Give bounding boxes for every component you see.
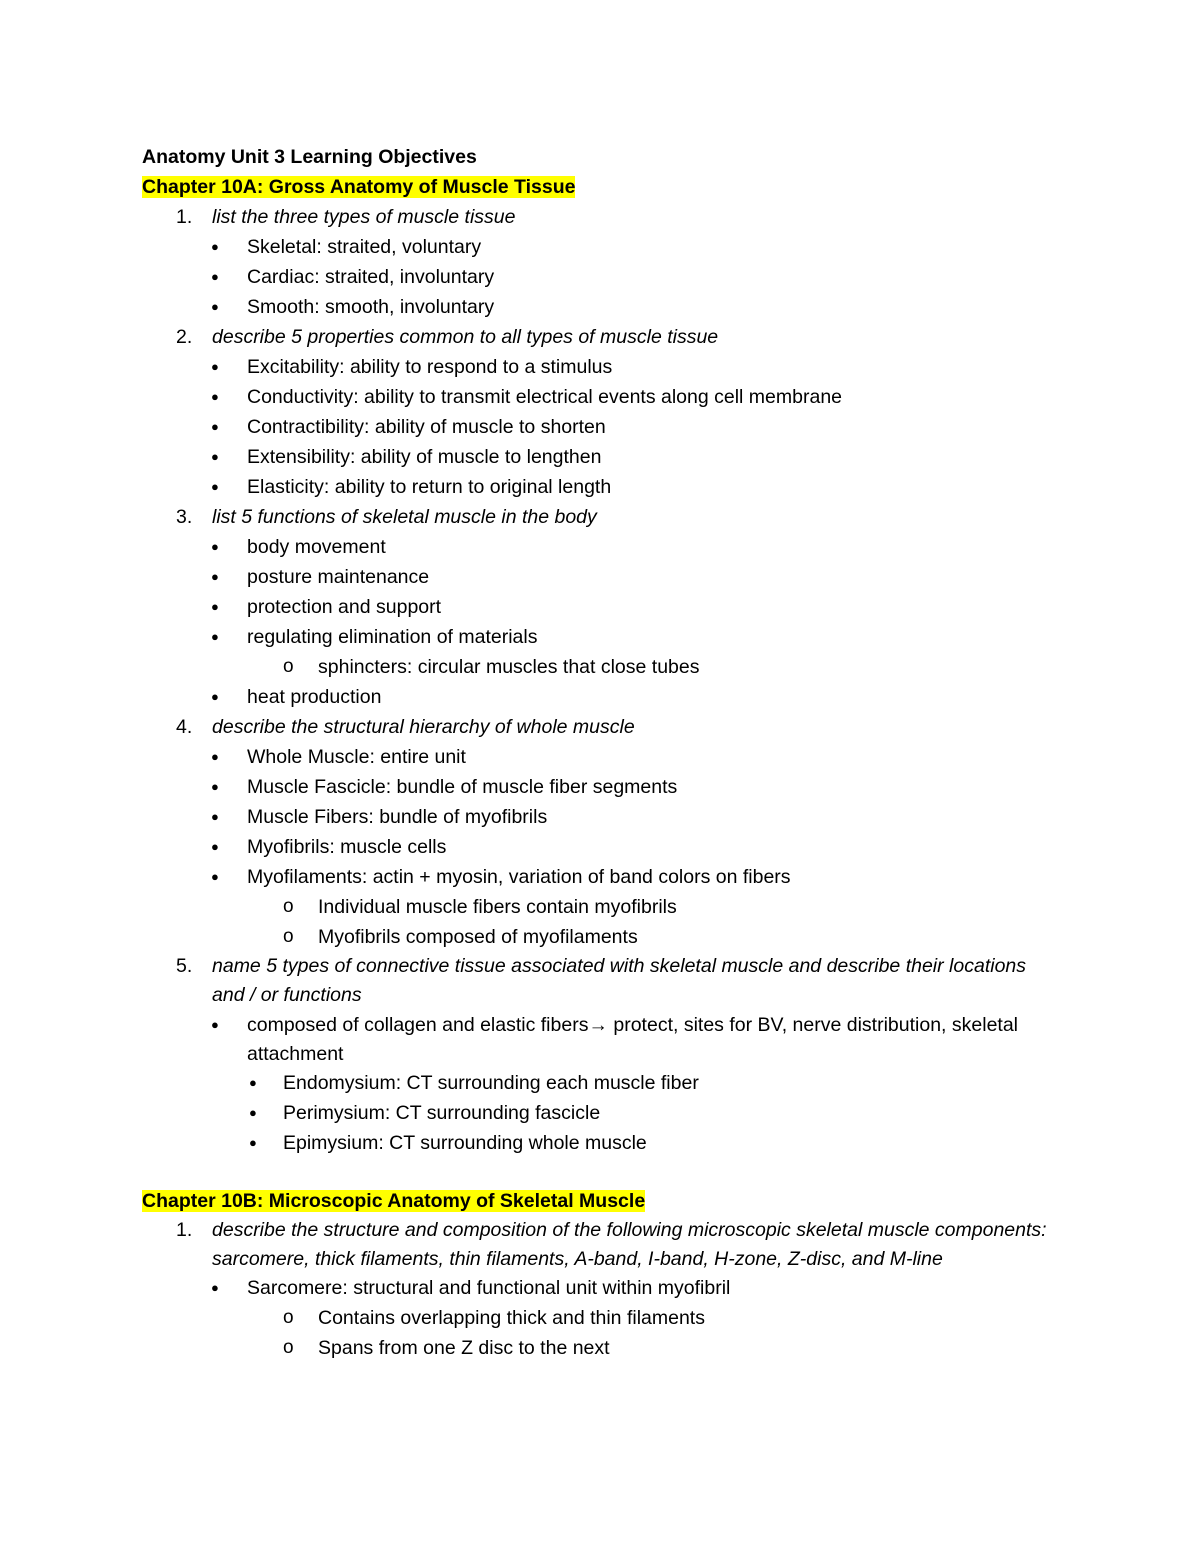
objective-2: [142, 322, 1062, 352]
bullet-icon: ●: [211, 689, 219, 704]
list-item-text: Conductivity: ability to transmit electrical events along cell membrane: [247, 386, 843, 408]
bullet-icon: ●: [211, 539, 219, 554]
bullet-icon: ●: [211, 749, 219, 764]
list-item: [142, 442, 1062, 472]
list-item: [142, 562, 1062, 592]
list-item: [142, 832, 1062, 862]
objective-text: list 5 functions of skeletal muscle in the body: [212, 506, 597, 528]
objective-number: 5.: [176, 955, 193, 977]
list-item-text: Cardiac: straited, involuntary: [247, 266, 495, 288]
objective-text: list the three types of muscle tissue: [212, 206, 516, 228]
list-item-text: protection and support: [247, 596, 442, 618]
list-item-text: composed of collagen and elastic fibers→ protect, sites for BV, nerve distribution, skeletal attachment: [247, 1014, 1019, 1065]
list-item-text: Elasticity: ability to return to original length: [247, 476, 612, 498]
list-item-text: sphincters: circular muscles that close tubes: [318, 656, 700, 678]
objective-number: 2.: [176, 326, 193, 348]
list-item: [142, 592, 1062, 622]
list-item-text: Myofibrils: muscle cells: [247, 836, 447, 858]
bullet-icon: ●: [211, 629, 219, 644]
list-item-text: Muscle Fascicle: bundle of muscle fiber segments: [247, 776, 678, 798]
sub-list-item: [142, 1333, 1062, 1363]
list-item-text: Sarcomere: structural and functional unit within myofibril: [247, 1277, 731, 1299]
objective-number: 4.: [176, 716, 193, 738]
objective-5: [142, 952, 1062, 1009]
list-item: [142, 292, 1062, 322]
list-item-text: posture maintenance: [247, 566, 430, 588]
list-item-text: heat production: [247, 686, 382, 708]
objective-number: 3.: [176, 506, 193, 528]
chapter-10b-heading: [142, 1186, 1062, 1216]
list-item: [142, 622, 1062, 652]
objective-1-b: [142, 1216, 1062, 1273]
bullet-icon: ●: [211, 269, 219, 284]
sub-list-item: [142, 1303, 1062, 1333]
list-item-text: Whole Muscle: entire unit: [247, 746, 466, 768]
list-item: [142, 682, 1062, 712]
list-item-text: Smooth: smooth, involuntary: [247, 296, 495, 318]
list-item: [142, 1098, 1062, 1128]
list-item-text: Individual muscle fibers contain myofibrils: [318, 896, 677, 918]
sub-bullet-icon: o: [283, 896, 294, 917]
list-item-text: Contains overlapping thick and thin filaments: [318, 1307, 705, 1329]
sub-list-item: [142, 892, 1062, 922]
bullet-icon: ●: [211, 299, 219, 314]
list-item: [142, 772, 1062, 802]
bullet-icon: ●: [211, 359, 219, 374]
chapter-10a-heading: [142, 172, 1062, 202]
bullet-icon: ●: [211, 239, 219, 254]
document-page: [142, 142, 1062, 1363]
bullet-icon: ●: [211, 869, 219, 884]
list-item-text: Extensibility: ability of muscle to lengthen: [247, 446, 602, 468]
list-item: [142, 412, 1062, 442]
list-item-text: regulating elimination of materials: [247, 626, 538, 648]
chapter-10b-heading-text: Chapter 10B: Microscopic Anatomy of Skeletal Muscle: [142, 1190, 646, 1212]
list-item: [142, 262, 1062, 292]
sub-list-item: [142, 652, 1062, 682]
sub-bullet-icon: o: [283, 656, 294, 677]
list-item-text: Perimysium: CT surrounding fascicle: [283, 1102, 601, 1124]
bullet-icon: ●: [211, 569, 219, 584]
bullet-icon: ●: [211, 779, 219, 794]
list-item: [142, 1011, 1062, 1068]
list-item: [142, 532, 1062, 562]
list-item: [142, 862, 1062, 892]
bullet-icon: ●: [249, 1075, 257, 1090]
list-item-text: Epimysium: CT surrounding whole muscle: [283, 1132, 647, 1154]
objective-number: 1.: [176, 1219, 193, 1241]
objective-3: [142, 502, 1062, 532]
list-item-text: Muscle Fibers: bundle of myofibrils: [247, 806, 548, 828]
list-item: [142, 232, 1062, 262]
bullet-icon: ●: [211, 1017, 219, 1032]
objective-number: 1.: [176, 206, 193, 228]
bullet-icon: ●: [249, 1135, 257, 1150]
list-item: [142, 802, 1062, 832]
list-item-text: body movement: [247, 536, 386, 558]
list-item-text: Contractibility: ability of muscle to shorten: [247, 416, 606, 438]
sub-bullet-icon: o: [283, 1307, 294, 1328]
list-item: [142, 382, 1062, 412]
bullet-icon: ●: [211, 839, 219, 854]
sub-list-item: [142, 922, 1062, 952]
list-item: [142, 1068, 1062, 1098]
list-item-text: Excitability: ability to respond to a stimulus: [247, 356, 613, 378]
objective-text: describe the structural hierarchy of whole muscle: [212, 716, 635, 738]
objective-text: describe 5 properties common to all types of muscle tissue: [212, 326, 719, 348]
bullet-icon: ●: [211, 809, 219, 824]
objective-1: [142, 202, 1062, 232]
sub-bullet-icon: o: [283, 1337, 294, 1358]
list-item: [142, 1273, 1062, 1303]
sub-bullet-icon: o: [283, 926, 294, 947]
list-item: [142, 1128, 1062, 1158]
list-item: [142, 352, 1062, 382]
list-item-text: Endomysium: CT surrounding each muscle fiber: [283, 1072, 699, 1094]
list-item: [142, 742, 1062, 772]
list-item-text: Myofilaments: actin + myosin, variation of band colors on fibers: [247, 866, 791, 888]
list-item-text: Skeletal: straited, voluntary: [247, 236, 482, 258]
bullet-icon: ●: [211, 479, 219, 494]
chapter-10a-heading-text: Chapter 10A: Gross Anatomy of Muscle Tissue: [142, 176, 576, 198]
bullet-icon: ●: [249, 1105, 257, 1120]
objective-text: name 5 types of connective tissue associated with skeletal muscle and describe their locations and / or functions: [212, 955, 1027, 1006]
list-item-text: Spans from one Z disc to the next: [318, 1337, 610, 1359]
bullet-icon: ●: [211, 449, 219, 464]
bullet-icon: ●: [211, 389, 219, 404]
bullet-icon: ●: [211, 1280, 219, 1295]
section-spacer: [142, 1158, 1062, 1186]
bullet-icon: ●: [211, 599, 219, 614]
document-title: Anatomy Unit 3 Learning Objectives: [142, 146, 477, 168]
list-item: [142, 472, 1062, 502]
objective-4: [142, 712, 1062, 742]
bullet-icon: ●: [211, 419, 219, 434]
objective-text: describe the structure and composition of the following microscopic skeletal muscle components: sarcomere, thick filaments, thin filaments, A-band, I-band, H-zone, Z-disc, and M-line: [212, 1219, 1047, 1270]
list-item-text: Myofibrils composed of myofilaments: [318, 926, 638, 948]
